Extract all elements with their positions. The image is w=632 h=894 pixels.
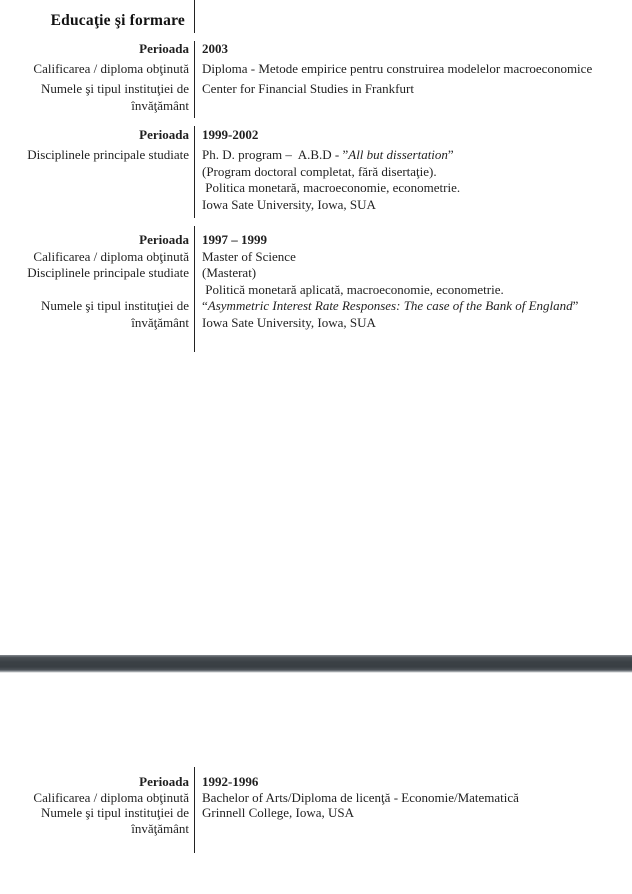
field-value-subjects: (Masterat) [202, 265, 257, 280]
field-label-subjects: Disciplinele principale studiate [27, 265, 189, 280]
subjects-row [0, 147, 632, 164]
field-value-qualification: Bachelor of Arts/Diploma de licenţă - Economie/Matematică [202, 789, 519, 805]
field-label-period: Perioada [139, 232, 189, 247]
field-value-subjects [194, 147, 632, 164]
institution-row-wrap [0, 98, 632, 115]
period-row [0, 232, 632, 249]
field-value-period: 1992-1996 [202, 774, 259, 789]
institution-row [0, 81, 632, 98]
field-value-qualification: Diploma - Metode empirice pentru construirea modelelor macroeconomice [202, 61, 593, 76]
subjects-row-cont [0, 180, 632, 197]
value-italic-text: Asymmetric Interest Rate Responses: The case of the Bank of England [207, 298, 573, 313]
field-value-university: Iowa Sate University, Iowa, SUA [202, 314, 376, 330]
field-value-topics: Politică monetară aplicată, macroeconomie, econometrie. [202, 281, 504, 297]
field-value-period: 2003 [202, 41, 228, 56]
field-label-empty [0, 282, 194, 299]
subjects-row-cont [0, 282, 632, 299]
field-value-period: 1997 – 1999 [202, 232, 267, 247]
value-italic-text: All but dissertation [348, 147, 448, 162]
field-value-institution: Grinnell College, Iowa, USA [202, 805, 355, 821]
field-label-empty [0, 180, 194, 197]
education-entry-1992-1996 [0, 774, 632, 836]
field-label-institution-cont: învăţământ [131, 97, 189, 113]
field-label-institution: Numele şi tipul instituţiei de [40, 81, 189, 96]
value-text: ” [572, 298, 579, 313]
value-text: ” [447, 147, 454, 162]
field-value-thesis [194, 298, 632, 315]
period-row [0, 41, 632, 58]
qualification-row [0, 790, 632, 806]
field-label-institution-cont: învăţământ [131, 314, 189, 330]
field-label-institution-cont: învăţământ [131, 820, 189, 836]
education-entry-2003 [0, 41, 632, 114]
institution-row [0, 805, 632, 821]
qualification-row [0, 61, 632, 78]
field-label-qualification: Calificarea / diploma obţinută [33, 61, 189, 76]
value-text: “ [202, 298, 208, 313]
field-value-period: 1999-2002 [202, 127, 259, 142]
period-row [0, 127, 632, 144]
field-label-empty [0, 164, 194, 181]
field-label-subjects: Disciplinele principale studiate [27, 147, 189, 162]
field-value-empty [194, 98, 632, 115]
field-value-note: (Program doctoral completat, fără disertaţie). [202, 163, 437, 179]
field-value-institution: Center for Financial Studies in Frankfurt [202, 81, 414, 96]
column-divider-segment [194, 0, 196, 33]
institution-row-wrap [0, 315, 632, 332]
subjects-row-cont [0, 197, 632, 214]
field-label-period: Perioada [139, 774, 189, 789]
field-value-qualification: Master of Science [202, 248, 296, 264]
field-label-qualification: Calificarea / diploma obţinută [33, 248, 189, 264]
field-label-institution: Numele şi tipul instituţiei de [40, 805, 189, 821]
subjects-row-cont [0, 164, 632, 181]
section-heading-education: Educaţie şi formare [50, 12, 185, 29]
field-label-institution: Numele şi tipul instituţiei de [40, 298, 189, 313]
value-text: Ph. D. program – A.B.D - ” [202, 147, 349, 162]
institution-row-wrap [0, 821, 632, 837]
field-label-period: Perioada [139, 127, 189, 142]
field-value-topics: Politica monetară, macroeconomie, econometrie. [202, 180, 461, 195]
qualification-row [0, 249, 632, 266]
institution-row [0, 298, 632, 315]
page-break-bar [0, 655, 632, 673]
field-value-university: Iowa Sate University, Iowa, SUA [202, 196, 376, 212]
subjects-row [0, 265, 632, 282]
field-label-qualification: Calificarea / diploma obţinută [33, 789, 189, 805]
field-label-period: Perioada [139, 41, 189, 56]
field-value-empty [194, 821, 632, 837]
field-label-empty [0, 197, 194, 214]
education-entry-1997-1999 [0, 232, 632, 331]
education-entry-1999-2002 [0, 127, 632, 213]
period-row [0, 774, 632, 790]
